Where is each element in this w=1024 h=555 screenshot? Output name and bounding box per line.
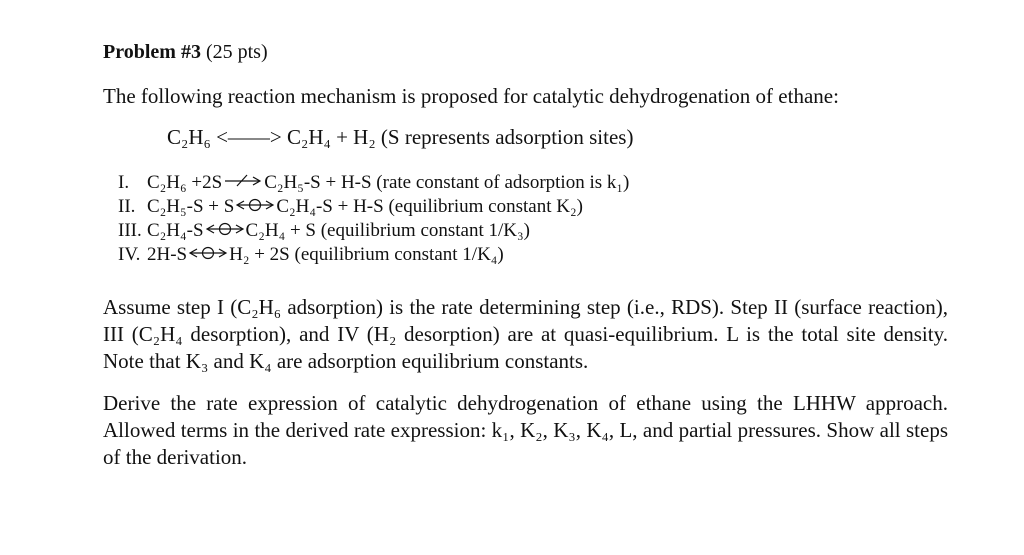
problem-heading: Problem #3 [103,41,201,63]
assumptions-paragraph: Assume step I (C₂H₆ adsorption) is the rate determining step (i.e., RDS). Step II (surface reaction), III (C₂H₄ desorption), and IV (H₂ desorption) are at quasi-equilibrium. L is the total site density. Note that K₃ and K₄ are adsorption equilibrium constants. [103,295,948,373]
step-number: I. [118,172,130,193]
step-row [118,219,629,243]
step-left: C₂H₆ +2S [147,172,223,193]
step-number: III. [118,220,142,241]
forward-arrow-icon [223,174,263,188]
step-right: C₂H₄ + S (equilibrium constant 1/K₃) [245,220,530,241]
step-left: 2H-S [147,244,188,265]
equilibrium-arrow-icon [205,222,245,236]
task-paragraph: Derive the rate expression of catalytic dehydrogenation of ethane using the LHHW approach. Allowed terms in the derived rate expression: k₁, K₂, K₃, K₄, L, and partial pressures. Show all steps of the derivation. [103,391,948,469]
step-number: II. [118,196,136,217]
equilibrium-arrow-icon [188,246,228,260]
step-left: C₂H₄-S [147,220,204,241]
overall-products: C₂H₄ + H₂ [287,125,376,149]
step-left: C₂H₅-S + S [147,196,235,217]
step-right: H₂ + 2S (equilibrium constant 1/K₄) [229,244,504,265]
step-row [118,171,629,195]
mechanism-steps [118,171,629,267]
overall-reaction [167,124,633,150]
problem-points: (25 pts) [205,41,268,63]
step-row [118,195,629,219]
intro-text: The following reaction mechanism is proposed for catalytic dehydrogenation of ethane: [103,84,839,108]
overall-arrow: <——> [216,125,282,149]
step-right: C₂H₄-S + H-S (equilibrium constant K₂) [276,196,583,217]
step-right: C₂H₅-S + H-S (rate constant of adsorption is k₁) [264,172,630,193]
overall-reactant: C₂H₆ [167,125,211,149]
problem-title [103,40,268,64]
equilibrium-arrow-icon [235,198,275,212]
step-number: IV. [118,244,141,265]
step-row [118,243,629,267]
overall-note: (S represents adsorption sites) [380,125,634,149]
